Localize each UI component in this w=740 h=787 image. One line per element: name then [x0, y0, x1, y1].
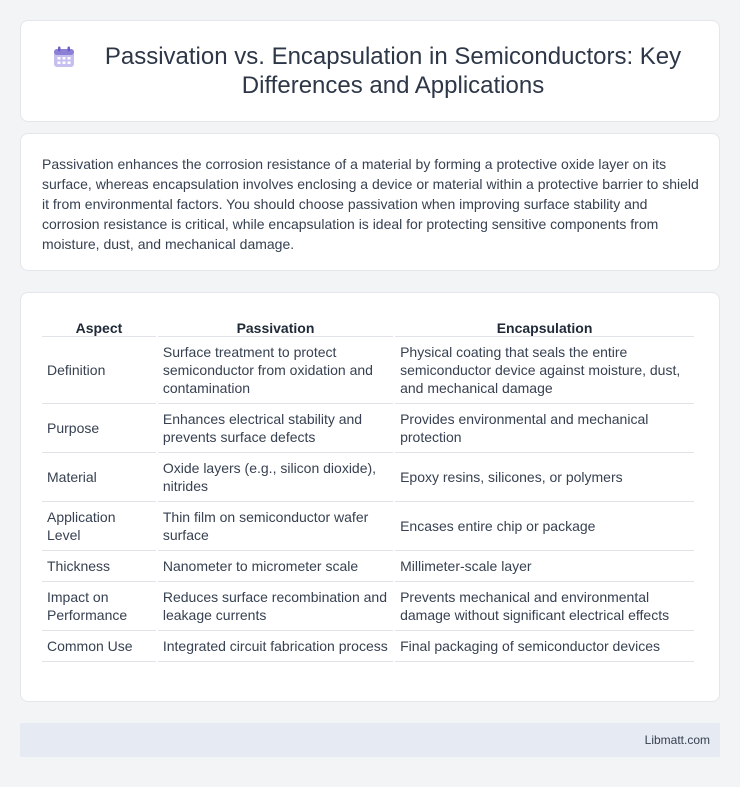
table-row: [42, 502, 694, 551]
comparison-table: [40, 313, 696, 662]
row-aspect: Impact on Performance: [42, 582, 156, 631]
page-title: Passivation vs. Encapsulation in Semiconductors: Key Differences and Applications: [104, 43, 682, 99]
table-row: [42, 404, 694, 453]
footer-brand: Libmatt.com: [644, 733, 710, 747]
title-row: [21, 21, 719, 121]
comparison-card: [20, 292, 720, 702]
row-encapsulation: Epoxy resins, silicones, or polymers: [395, 453, 694, 502]
intro-card: [20, 133, 720, 271]
row-aspect: Material: [42, 453, 156, 502]
row-passivation: Oxide layers (e.g., silicon dioxide), nitrides: [158, 453, 393, 502]
table-row: [42, 453, 694, 502]
row-passivation: Integrated circuit fabrication process: [158, 631, 393, 662]
table-header-row: [42, 313, 694, 337]
row-passivation: Reduces surface recombination and leakage currents: [158, 582, 393, 631]
row-encapsulation: Millimeter-scale layer: [395, 551, 694, 582]
calendar-icon: [51, 44, 77, 70]
row-passivation: Enhances electrical stability and prevents surface defects: [158, 404, 393, 453]
header-passivation: Passivation: [158, 313, 393, 337]
row-encapsulation: Prevents mechanical and environmental damage without significant electrical effects: [395, 582, 694, 631]
row-encapsulation: Provides environmental and mechanical protection: [395, 404, 694, 453]
header-aspect: Aspect: [42, 313, 156, 337]
row-encapsulation: Encases entire chip or package: [395, 502, 694, 551]
row-aspect: Purpose: [42, 404, 156, 453]
footer-bar: [20, 723, 720, 757]
header-encapsulation: Encapsulation: [395, 313, 694, 337]
row-aspect: Thickness: [42, 551, 156, 582]
row-aspect: Application Level: [42, 502, 156, 551]
row-encapsulation: Physical coating that seals the entire semiconductor device against moisture, dust, and mechanical damage: [395, 337, 694, 404]
table-row: [42, 551, 694, 582]
row-aspect: Definition: [42, 337, 156, 404]
intro-paragraph: Passivation enhances the corrosion resistance of a material by forming a protective oxide layer on its surface, whereas encapsulation involves enclosing a device or material within a protective barrier to shield it from environmental factors. You should choose passivation when improving surface stability and corrosion resistance is critical, while encapsulation is ideal for protecting sensitive components from moisture, dust, and mechanical damage.: [42, 156, 699, 252]
table-row: [42, 631, 694, 662]
row-passivation: Surface treatment to protect semiconductor from oxidation and contamination: [158, 337, 393, 404]
row-passivation: Nanometer to micrometer scale: [158, 551, 393, 582]
row-passivation: Thin film on semiconductor wafer surface: [158, 502, 393, 551]
title-card: [20, 20, 720, 122]
table-row: [42, 337, 694, 404]
table-row: [42, 582, 694, 631]
row-encapsulation: Final packaging of semiconductor devices: [395, 631, 694, 662]
row-aspect: Common Use: [42, 631, 156, 662]
